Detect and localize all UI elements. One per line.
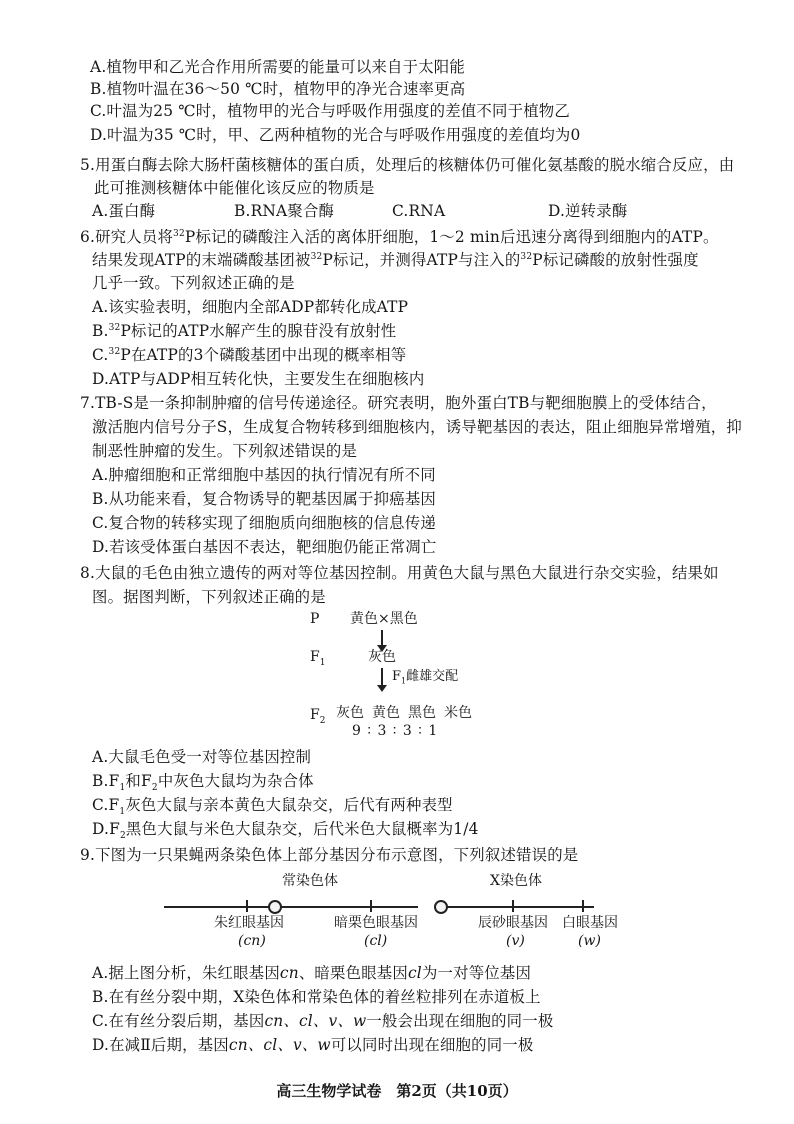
q7-stem-line2: 激活胞内信号分子S，生成复合物转移到细胞核内，诱导靶基因的表达，阻止细胞异常增殖，抑 <box>92 418 742 436</box>
centromere-icon <box>434 900 448 914</box>
q6-option-c: C.$^{32}$P在ATP的3个磷酸基团中出现的概率相等 <box>92 346 407 364</box>
q6-stem-line3: 几乎一致。下列叙述正确的是 <box>92 274 295 292</box>
q4-option-c: C.叶温为25 ℃时，植物甲的光合与呼吸作用强度的差值不同于植物乙 <box>90 102 570 120</box>
gene-symbol-cl: (cl) <box>364 933 388 949</box>
gene-label-cn: 朱红眼基因 <box>214 915 284 931</box>
q4-option-d: D.叶温为35 ℃时，甲、乙两种植物的光合与呼吸作用强度的差值均为0 <box>90 126 581 144</box>
q6-option-a: A.该实验表明，细胞内全部ADP都转化成ATP <box>92 298 409 316</box>
q9-option-b: B.在有丝分裂中期，X染色体和常染色体的着丝粒排列在赤道板上 <box>92 988 541 1006</box>
q5-stem-line1: 5.用蛋白酶去除大肠杆菌核糖体的蛋白质，处理后的核糖体仍可催化氨基酸的脱水缩合反应，由 <box>80 156 735 174</box>
f2-phenotype: 灰色 <box>336 705 364 721</box>
autosome-label: 常染色体 <box>282 873 338 889</box>
x-chromosome-label: X染色体 <box>490 873 542 889</box>
q9-option-a: A.据上图分析，朱红眼基因cn、暗栗色眼基因cl为一对等位基因 <box>92 964 532 982</box>
q6-stem-line2: 结果发现ATP的末端磷酸基团被$^{32}$P标记，并测得ATP与注入的$^{32}$P标记磷酸的放射性强度 <box>92 251 699 269</box>
f1-phenotype: 灰色 <box>368 649 396 665</box>
x-chromosome-line <box>438 906 594 908</box>
q7-stem-line1: 7.TB-S是一条抑制肿瘤的信号传递途径。研究表明，胞外蛋白TB与靶细胞膜上的受体结合， <box>80 394 717 412</box>
q4-option-a: A.植物甲和乙光合作用所需要的能量可以来自于太阳能 <box>90 58 465 76</box>
gene-symbol-v: (v) <box>506 933 525 949</box>
q5-stem-line2: 此可推测核糖体中能催化该反应的物质是 <box>94 179 375 197</box>
centromere-icon <box>268 900 282 914</box>
q5-option-a: A.蛋白酶 <box>92 202 156 220</box>
q8-option-c: $C.F_1$灰色大鼠与亲本黄色大鼠杂交，后代有两种表型 <box>92 796 453 818</box>
p-generation-label: P <box>310 611 320 627</box>
q5-option-c: C.RNA <box>392 202 446 220</box>
q7-stem-line3: 制恶性肿瘤的发生。下列叙述错误的是 <box>92 442 358 460</box>
gene-label-w: 白眼基因 <box>562 915 618 931</box>
gene-label-cl: 暗栗色眼基因 <box>334 915 418 931</box>
q7-option-d: D.若该受体蛋白基因不表达，靶细胞仍能正常凋亡 <box>92 538 437 556</box>
q9-stem: 9.下图为一只果蝇两条染色体上部分基因分布示意图，下列叙述错误的是 <box>80 846 579 864</box>
q8-option-b: $B.F_1$和$F_2$中灰色大鼠均为杂合体 <box>92 772 314 794</box>
q6-option-b: B.$^{32}$P标记的ATP水解产生的腺苷没有放射性 <box>92 322 397 340</box>
f2-ratio: 9 ∶ 3 ∶ 3 ∶ 1 <box>352 723 439 739</box>
arrow-down-icon <box>381 668 383 686</box>
q7-option-b: B.从功能来看，复合物诱导的靶基因属于抑癌基因 <box>92 490 437 508</box>
q9-option-c: C.在有丝分裂后期，基因cn、cl、v、w一般会出现在细胞的同一极 <box>92 1012 554 1030</box>
f2-label: $F_2$ <box>310 707 326 726</box>
q6-stem-line1: 6.研究人员将$^{32}$P标记的磷酸注入活的离体肝细胞，1～2 min后迅速分离得到细胞内的ATP。 <box>80 228 719 246</box>
q5-option-d: D.逆转录酶 <box>548 202 628 220</box>
gene-locus-cl <box>370 900 372 912</box>
f1-mating-label: $F_1$雌雄交配 <box>392 669 459 686</box>
autosome-line <box>164 906 418 908</box>
q7-option-a: A.肿瘤细胞和正常细胞中基因的执行情况有所不同 <box>92 466 436 484</box>
q5-option-b: B.RNA聚合酶 <box>234 202 335 220</box>
gene-symbol-cn: (cn) <box>238 933 266 949</box>
f1-label: $F_1$ <box>310 649 326 668</box>
q9-option-d: D.在减Ⅱ后期，基因cn、cl、v、w可以同时出现在细胞的同一极 <box>92 1036 534 1054</box>
q4-option-b: B.植物叶温在36～50 ℃时，植物甲的净光合速率更高 <box>90 80 466 98</box>
gene-label-v: 辰砂眼基因 <box>478 915 548 931</box>
page-footer: 高三生物学试卷 第2页（共10页） <box>276 1082 518 1100</box>
arrow-down-icon <box>381 630 383 646</box>
p-cross: 黄色×黑色 <box>350 611 418 627</box>
f2-phenotype: 米色 <box>444 705 472 721</box>
gene-locus-cn <box>246 900 248 912</box>
f2-phenotype: 黄色 <box>372 705 400 721</box>
gene-locus-v <box>512 900 514 912</box>
gene-symbol-w: (w) <box>578 933 601 949</box>
f2-phenotype: 黑色 <box>408 705 436 721</box>
gene-locus-w <box>582 900 584 912</box>
q8-option-a: A.大鼠毛色受一对等位基因控制 <box>92 748 312 766</box>
q6-option-d: D.ATP与ADP相互转化快，主要发生在细胞核内 <box>92 370 425 388</box>
q7-option-c: C.复合物的转移实现了细胞质向细胞核的信息传递 <box>92 514 436 532</box>
q8-stem-line2: 图。据图判断，下列叙述正确的是 <box>92 588 326 606</box>
q8-stem-line1: 8.大鼠的毛色由独立遗传的两对等位基因控制。用黄色大鼠与黑色大鼠进行杂交实验，结果如 <box>80 564 719 582</box>
q8-option-d: $D.F_2$黑色大鼠与米色大鼠杂交，后代米色大鼠概率为1/4 <box>92 820 479 842</box>
